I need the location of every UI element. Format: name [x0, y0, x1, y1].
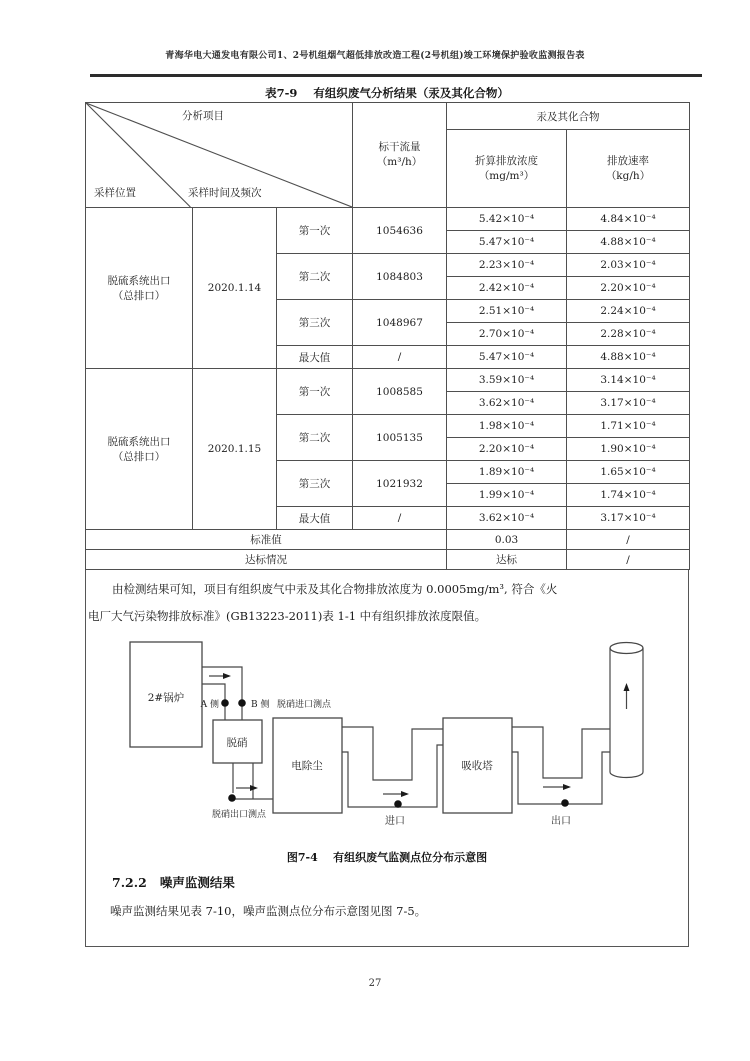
duct-line — [342, 745, 443, 807]
corner-sampling-location: 采样位置 — [94, 187, 136, 199]
table-row — [86, 208, 690, 231]
header-conc-unit: （mg/m³） — [478, 169, 535, 182]
section-heading: 7.2.2 噪声监测结果 — [112, 875, 235, 890]
header-flow-label: 标干流量 — [378, 141, 421, 153]
cell-trial: 第二次 — [277, 254, 353, 300]
header-conc-label: 折算排放浓度 — [475, 154, 539, 167]
cell-flow: / — [353, 507, 447, 530]
cell-flow: / — [353, 346, 447, 369]
b-side-label: B 侧 — [251, 700, 270, 710]
absorber-inlet-dot — [394, 800, 402, 808]
esp-label: 电除尘 — [291, 760, 323, 772]
cell-flow: 1005135 — [353, 415, 447, 461]
page-number: 27 — [368, 978, 382, 989]
cell-trial: 第三次 — [277, 461, 353, 507]
cell-rate: 3.14×10⁻⁴ — [567, 369, 690, 392]
compliance-conc: 达标 — [447, 550, 567, 570]
denox-inlet-point-label: 脱硝进口测点 — [277, 700, 332, 710]
denox-outlet-dot — [228, 794, 236, 802]
header-concentration — [447, 130, 567, 208]
compliance-label: 达标情况 — [86, 550, 447, 570]
conclusion-line-2: 电厂大气污染物排放标准》(GB13223-2011)表 1-1 中有组织排放浓度限值。 — [88, 609, 487, 623]
cell-rate: 4.84×10⁻⁴ — [567, 208, 690, 231]
standard-row — [86, 530, 690, 550]
cell-conc: 2.51×10⁻⁴ — [447, 300, 567, 323]
header-rate-label: 排放速率 — [607, 154, 650, 167]
cell-conc: 3.59×10⁻⁴ — [447, 369, 567, 392]
document-header: 青海华电大通发电有限公司1、2号机组烟气超低排放改造工程(2号机组)竣工环境保护验收监测报告表 — [165, 51, 585, 61]
cell-rate: 4.88×10⁻⁴ — [567, 231, 690, 254]
cell-conc: 5.47×10⁻⁴ — [447, 346, 567, 369]
cell-rate: 2.03×10⁻⁴ — [567, 254, 690, 277]
cell-flow: 1048967 — [353, 300, 447, 346]
cell-trial: 第三次 — [277, 300, 353, 346]
header-rate — [567, 130, 690, 208]
standard-rate: / — [567, 530, 690, 550]
corner-analysis-items: 分析项目 — [182, 110, 224, 122]
cell-rate: 3.17×10⁻⁴ — [567, 392, 690, 415]
cell-conc: 2.42×10⁻⁴ — [447, 277, 567, 300]
cell-conc: 1.99×10⁻⁴ — [447, 484, 567, 507]
cell-date: 2020.1.14 — [193, 208, 277, 369]
header-group-mercury: 汞及其化合物 — [447, 103, 690, 130]
cell-flow: 1021932 — [353, 461, 447, 507]
duct-line — [342, 727, 443, 780]
cell-rate: 2.28×10⁻⁴ — [567, 323, 690, 346]
cell-rate: 1.90×10⁻⁴ — [567, 438, 690, 461]
cell-trial: 最大值 — [277, 346, 353, 369]
cell-flow: 1084803 — [353, 254, 447, 300]
cell-rate: 2.20×10⁻⁴ — [567, 277, 690, 300]
conclusion-line-1: 由检测结果可知，项目有组织废气中汞及其化合物排放浓度为 0.0005mg/m³, 符合《火 — [112, 582, 558, 596]
cell-date: 2020.1.15 — [193, 369, 277, 530]
denox-label: 脱硝 — [226, 737, 248, 749]
cell-conc: 3.62×10⁻⁴ — [447, 392, 567, 415]
cell-conc: 2.20×10⁻⁴ — [447, 438, 567, 461]
header-rule — [90, 74, 702, 77]
absorber-outlet-dot — [561, 799, 569, 807]
table-title: 表7-9 有组织废气分析结果（汞及其化合物） — [265, 86, 509, 100]
paragraph-conclusion — [88, 576, 686, 630]
monitoring-points-diagram — [85, 633, 689, 858]
cell-flow: 1008585 — [353, 369, 447, 415]
table-row — [86, 369, 690, 392]
cell-location: 脱硫系统出口 （总排口） — [86, 369, 193, 530]
header-flow — [353, 103, 447, 208]
cell-rate: 2.24×10⁻⁴ — [567, 300, 690, 323]
denox-outlet-point-label: 脱硝出口测点 — [212, 810, 267, 820]
duct-line — [512, 727, 610, 778]
duct-line — [202, 667, 242, 720]
absorber-label: 吸收塔 — [461, 760, 493, 772]
measuring-point-dot-a — [221, 699, 229, 707]
corner-sampling-time: 采样时间及频次 — [188, 187, 262, 199]
header-flow-unit: （m³/h） — [376, 156, 423, 168]
compliance-rate: / — [567, 550, 690, 570]
cell-rate: 4.88×10⁻⁴ — [567, 346, 690, 369]
stack-top — [610, 643, 643, 654]
cell-conc: 1.98×10⁻⁴ — [447, 415, 567, 438]
cell-location: 脱硫系统出口 （总排口） — [86, 208, 193, 369]
cell-trial: 第二次 — [277, 415, 353, 461]
analysis-table — [85, 102, 690, 570]
standard-conc: 0.03 — [447, 530, 567, 550]
measuring-point-dot-b — [238, 699, 246, 707]
cell-conc: 5.42×10⁻⁴ — [447, 208, 567, 231]
cell-rate: 1.74×10⁻⁴ — [567, 484, 690, 507]
cell-flow: 1054636 — [353, 208, 447, 254]
boiler-label: 2#锅炉 — [147, 692, 185, 704]
cell-conc: 5.47×10⁻⁴ — [447, 231, 567, 254]
corner-header-cell — [86, 103, 353, 208]
cell-conc: 3.62×10⁻⁴ — [447, 507, 567, 530]
a-side-label: A 侧 — [200, 700, 219, 710]
cell-rate: 1.65×10⁻⁴ — [567, 461, 690, 484]
standard-label: 标准值 — [86, 530, 447, 550]
header-rate-unit: （kg/h） — [605, 169, 651, 182]
inlet-label: 进口 — [385, 816, 405, 827]
cell-trial: 第一次 — [277, 369, 353, 415]
cell-trial: 第一次 — [277, 208, 353, 254]
outlet-label: 出口 — [551, 816, 571, 827]
compliance-row — [86, 550, 690, 570]
cell-rate: 3.17×10⁻⁴ — [567, 507, 690, 530]
stack-bottom — [610, 772, 643, 778]
paragraph-noise: 噪声监测结果见表 7-10，噪声监测点位分布示意图见图 7-5。 — [110, 904, 427, 918]
cell-conc: 2.23×10⁻⁴ — [447, 254, 567, 277]
cell-rate: 1.71×10⁻⁴ — [567, 415, 690, 438]
figure-caption: 图7-4 有组织废气监测点位分布示意图 — [286, 851, 488, 864]
cell-conc: 2.70×10⁻⁴ — [447, 323, 567, 346]
cell-trial: 最大值 — [277, 507, 353, 530]
cell-conc: 1.89×10⁻⁴ — [447, 461, 567, 484]
